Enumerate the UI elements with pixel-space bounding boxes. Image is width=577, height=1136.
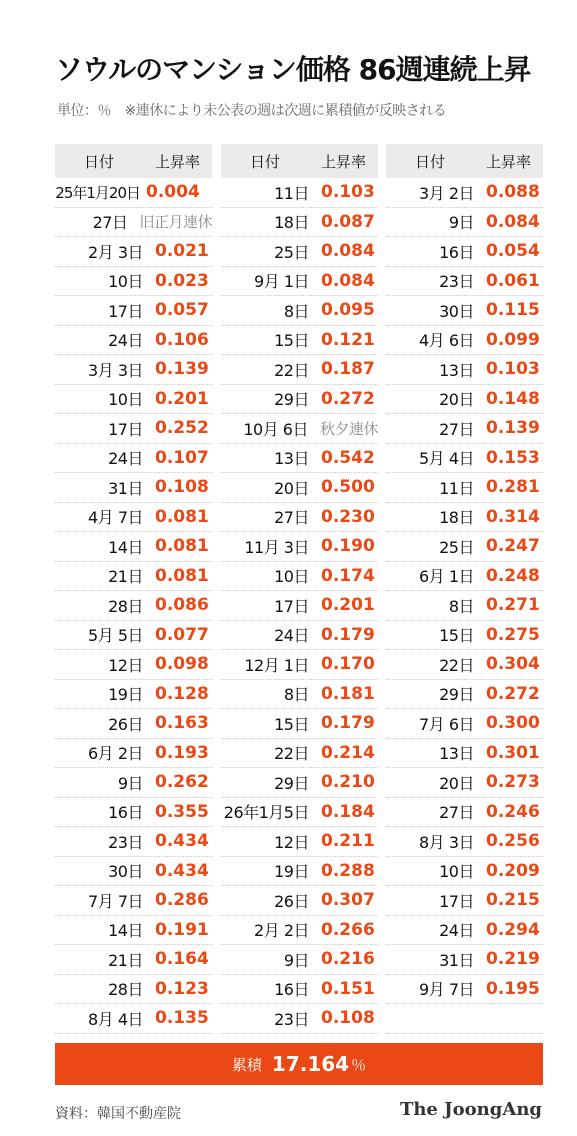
row-date: 4月 7日 xyxy=(88,508,143,528)
row-rate: 0.081 xyxy=(155,565,209,586)
row-rate: 0.061 xyxy=(486,270,540,291)
table-row xyxy=(55,857,212,887)
table-header xyxy=(221,144,378,178)
row-rate: 0.262 xyxy=(155,772,209,793)
row-date: 19日 xyxy=(108,685,143,705)
row-date: 12日 xyxy=(108,655,143,675)
unit-note: 単位：％ ※連休により未公表の週は次週に累積値が反映される xyxy=(57,103,447,119)
row-holiday-note: 秋夕連休 xyxy=(319,419,378,438)
row-date: 9日 xyxy=(283,950,309,970)
row-rate: 0.088 xyxy=(486,182,540,203)
row-rate: 0.121 xyxy=(321,329,375,350)
row-date: 11日 xyxy=(439,478,474,498)
header-rate: 上昇率 xyxy=(155,152,201,171)
row-rate: 0.248 xyxy=(486,565,540,586)
table-row xyxy=(221,739,378,769)
row-date: 4月 6日 xyxy=(419,331,474,351)
row-rate: 0.103 xyxy=(321,182,375,203)
table-row xyxy=(386,562,543,592)
table-row xyxy=(221,444,378,474)
row-rate: 0.170 xyxy=(321,654,375,675)
row-rate: 0.273 xyxy=(486,772,540,793)
table-row xyxy=(55,621,212,651)
row-rate: 0.281 xyxy=(486,477,540,498)
table-row xyxy=(55,237,212,267)
table-row xyxy=(386,385,543,415)
row-date: 11日 xyxy=(274,183,309,203)
row-date: 20日 xyxy=(439,773,474,793)
header-date: 日付 xyxy=(249,152,280,171)
row-date: 21日 xyxy=(108,950,143,970)
rate-table-2 xyxy=(221,144,378,1034)
row-rate: 0.164 xyxy=(155,949,209,970)
row-rate: 0.077 xyxy=(155,624,209,645)
row-date: 8月 3日 xyxy=(419,832,474,852)
row-date: 25日 xyxy=(439,537,474,557)
table-row xyxy=(386,237,543,267)
table-row xyxy=(55,178,212,208)
row-date: 9日 xyxy=(117,773,143,793)
table-row xyxy=(221,886,378,916)
table-row xyxy=(386,591,543,621)
row-date: 22日 xyxy=(274,360,309,380)
table-row xyxy=(55,975,212,1005)
row-date: 22日 xyxy=(274,744,309,764)
row-date: 30日 xyxy=(108,862,143,882)
row-rate: 0.307 xyxy=(321,890,375,911)
table-row xyxy=(386,975,543,1005)
row-rate: 0.230 xyxy=(321,506,375,527)
row-rate: 0.151 xyxy=(321,978,375,999)
table-row xyxy=(221,768,378,798)
row-rate: 0.266 xyxy=(321,919,375,940)
table-row xyxy=(386,886,543,916)
table-row xyxy=(386,532,543,562)
row-rate: 0.272 xyxy=(321,388,375,409)
row-rate: 0.314 xyxy=(486,506,540,527)
table-row xyxy=(386,326,543,356)
table-row xyxy=(386,916,543,946)
row-date: 28日 xyxy=(108,980,143,1000)
row-date: 6月 2日 xyxy=(88,744,143,764)
table-row xyxy=(55,945,212,975)
row-date: 10日 xyxy=(274,567,309,587)
header-date: 日付 xyxy=(83,152,114,171)
header-rate: 上昇率 xyxy=(486,152,532,171)
row-rate: 0.163 xyxy=(155,713,209,734)
row-date: 3月 3日 xyxy=(88,360,143,380)
row-date: 30日 xyxy=(439,301,474,321)
row-date: 29日 xyxy=(274,390,309,410)
row-rate: 0.301 xyxy=(486,742,540,763)
row-date: 3月 2日 xyxy=(419,183,474,203)
row-date: 13日 xyxy=(439,360,474,380)
table-row xyxy=(221,503,378,533)
row-date: 24日 xyxy=(108,331,143,351)
row-rate: 0.107 xyxy=(155,447,209,468)
row-rate: 0.434 xyxy=(155,860,209,881)
row-rate: 0.135 xyxy=(155,1008,209,1029)
row-rate: 0.286 xyxy=(155,890,209,911)
row-date: 14日 xyxy=(108,921,143,941)
table-row xyxy=(221,945,378,975)
row-date: 7月 6日 xyxy=(419,714,474,734)
row-date: 5月 4日 xyxy=(419,449,474,469)
row-rate: 0.023 xyxy=(155,270,209,291)
table-row xyxy=(221,857,378,887)
row-date: 17日 xyxy=(274,596,309,616)
row-date: 12日 xyxy=(274,832,309,852)
table-row xyxy=(221,709,378,739)
table-row xyxy=(55,768,212,798)
row-date: 9日 xyxy=(448,213,474,233)
row-date: 25日 xyxy=(274,242,309,262)
row-rate: 0.201 xyxy=(155,388,209,409)
table-row xyxy=(221,1004,378,1034)
table-row xyxy=(386,709,543,739)
table-row xyxy=(221,326,378,356)
row-rate: 0.184 xyxy=(321,801,375,822)
row-date: 19日 xyxy=(274,862,309,882)
table-row xyxy=(221,916,378,946)
row-date: 17日 xyxy=(108,419,143,439)
table-row xyxy=(55,739,212,769)
row-rate: 0.542 xyxy=(321,447,375,468)
row-rate: 0.191 xyxy=(155,919,209,940)
row-rate: 0.115 xyxy=(486,300,540,321)
table-row xyxy=(55,532,212,562)
table-row xyxy=(221,680,378,710)
table-row xyxy=(55,355,212,385)
table-row xyxy=(221,237,378,267)
row-rate: 0.434 xyxy=(155,831,209,852)
row-date: 15日 xyxy=(274,331,309,351)
row-date: 9月 1日 xyxy=(254,272,309,292)
row-rate: 0.103 xyxy=(486,359,540,380)
row-rate: 0.219 xyxy=(486,949,540,970)
table-row xyxy=(221,532,378,562)
table-row xyxy=(55,267,212,297)
row-date: 14日 xyxy=(108,537,143,557)
row-date: 20日 xyxy=(274,478,309,498)
table-row xyxy=(221,975,378,1005)
row-rate: 0.214 xyxy=(321,742,375,763)
row-date: 10日 xyxy=(108,390,143,410)
total-label: 累積 xyxy=(231,1055,262,1074)
row-rate: 0.252 xyxy=(155,418,209,439)
row-rate: 0.128 xyxy=(155,683,209,704)
row-date: 16日 xyxy=(274,980,309,1000)
row-date: 2月 2日 xyxy=(254,921,309,941)
row-date: 5月 5日 xyxy=(88,626,143,646)
table-row xyxy=(55,208,212,238)
row-date: 18日 xyxy=(274,213,309,233)
table-row xyxy=(221,650,378,680)
table-row xyxy=(55,680,212,710)
table-row xyxy=(221,296,378,326)
row-rate: 0.215 xyxy=(486,890,540,911)
row-rate: 0.054 xyxy=(486,241,540,262)
row-date: 22日 xyxy=(439,655,474,675)
table-row xyxy=(386,650,543,680)
row-date: 17日 xyxy=(439,891,474,911)
row-date: 23日 xyxy=(274,1009,309,1029)
row-rate: 0.081 xyxy=(155,506,209,527)
row-date: 23日 xyxy=(439,272,474,292)
table-row xyxy=(55,385,212,415)
table-row xyxy=(55,473,212,503)
table-row xyxy=(386,444,543,474)
row-date: 26年1月5日 xyxy=(223,803,309,823)
table-row xyxy=(386,178,543,208)
row-holiday-note: 旧正月連休 xyxy=(139,213,212,232)
table-row xyxy=(221,355,378,385)
row-date: 27日 xyxy=(439,803,474,823)
table-row xyxy=(386,857,543,887)
row-date: 13日 xyxy=(439,744,474,764)
total-unit: ％ xyxy=(351,1055,367,1074)
table-row xyxy=(386,945,543,975)
table-row xyxy=(55,798,212,828)
row-rate: 0.086 xyxy=(155,595,209,616)
table-row-empty xyxy=(386,1004,543,1034)
row-date: 24日 xyxy=(274,626,309,646)
table-row xyxy=(221,798,378,828)
row-rate: 0.153 xyxy=(486,447,540,468)
row-rate: 0.181 xyxy=(321,683,375,704)
table-row xyxy=(386,827,543,857)
row-rate: 0.099 xyxy=(486,329,540,350)
table-row xyxy=(55,444,212,474)
row-rate: 0.081 xyxy=(155,536,209,557)
source-note: 資料：韓国不動産院 xyxy=(55,1106,181,1122)
row-date: 27日 xyxy=(439,419,474,439)
row-rate: 0.247 xyxy=(486,536,540,557)
row-date: 20日 xyxy=(439,390,474,410)
row-date: 10月 6日 xyxy=(243,419,308,439)
row-date: 8月 4日 xyxy=(88,1009,143,1029)
row-rate: 0.216 xyxy=(321,949,375,970)
table-row xyxy=(55,886,212,916)
row-rate: 0.193 xyxy=(155,742,209,763)
table-row xyxy=(55,709,212,739)
row-rate: 0.210 xyxy=(321,772,375,793)
table-row xyxy=(386,798,543,828)
row-date: 15日 xyxy=(274,714,309,734)
row-date: 18日 xyxy=(439,508,474,528)
row-rate: 0.139 xyxy=(155,359,209,380)
row-rate: 0.179 xyxy=(321,713,375,734)
row-date: 11月 3日 xyxy=(244,537,309,557)
page-title: ソウルのマンション価格 86週連続上昇 xyxy=(55,53,531,86)
row-rate: 0.108 xyxy=(321,1008,375,1029)
row-date: 16日 xyxy=(439,242,474,262)
row-rate: 0.211 xyxy=(321,831,375,852)
row-rate: 0.195 xyxy=(486,978,540,999)
row-date: 15日 xyxy=(439,626,474,646)
table-row xyxy=(221,208,378,238)
row-date: 8日 xyxy=(448,596,474,616)
row-rate: 0.084 xyxy=(321,270,375,291)
row-rate: 0.187 xyxy=(321,359,375,380)
brand-logo: The JoongAng xyxy=(399,1099,542,1120)
row-date: 23日 xyxy=(108,832,143,852)
table-row xyxy=(55,1004,212,1034)
row-rate: 0.209 xyxy=(486,860,540,881)
row-date: 27日 xyxy=(92,213,128,233)
row-date: 26日 xyxy=(108,714,143,734)
row-rate: 0.057 xyxy=(155,300,209,321)
table-header xyxy=(55,144,212,178)
table-row xyxy=(55,414,212,444)
table-row xyxy=(221,473,378,503)
table-row xyxy=(221,178,378,208)
row-date: 25年1月20日 xyxy=(55,183,140,202)
row-date: 6月 1日 xyxy=(419,567,474,587)
table-row xyxy=(386,267,543,297)
table-row xyxy=(55,650,212,680)
table-row xyxy=(55,591,212,621)
row-rate: 0.106 xyxy=(155,329,209,350)
row-rate: 0.500 xyxy=(321,477,375,498)
row-date: 21日 xyxy=(108,567,143,587)
table-row xyxy=(221,267,378,297)
row-rate: 0.272 xyxy=(486,683,540,704)
row-rate: 0.004 xyxy=(146,182,200,203)
table-row xyxy=(55,326,212,356)
table-row xyxy=(221,562,378,592)
row-rate: 0.355 xyxy=(155,801,209,822)
row-date: 29日 xyxy=(274,773,309,793)
table-row xyxy=(386,473,543,503)
row-rate: 0.148 xyxy=(486,388,540,409)
row-rate: 0.095 xyxy=(321,300,375,321)
row-rate: 0.288 xyxy=(321,860,375,881)
row-rate: 0.256 xyxy=(486,831,540,852)
row-date: 17日 xyxy=(108,301,143,321)
table-row xyxy=(386,680,543,710)
cumulative-total-bar xyxy=(55,1043,543,1085)
table-row xyxy=(386,768,543,798)
row-rate: 0.275 xyxy=(486,624,540,645)
table-row xyxy=(386,208,543,238)
total-value: 17.164 xyxy=(271,1052,350,1076)
row-date: 28日 xyxy=(108,596,143,616)
row-date: 27日 xyxy=(274,508,309,528)
row-date: 7月 7日 xyxy=(88,891,143,911)
row-date: 31日 xyxy=(108,478,143,498)
rate-table-3 xyxy=(386,144,543,1034)
row-date: 31日 xyxy=(439,950,474,970)
row-date: 13日 xyxy=(274,449,309,469)
row-date: 10日 xyxy=(108,272,143,292)
header-date: 日付 xyxy=(414,152,445,171)
row-rate: 0.108 xyxy=(155,477,209,498)
row-rate: 0.123 xyxy=(155,978,209,999)
table-row xyxy=(386,503,543,533)
table-row xyxy=(386,739,543,769)
row-date: 10日 xyxy=(439,862,474,882)
table-row xyxy=(221,621,378,651)
table-row xyxy=(386,355,543,385)
row-rate: 0.246 xyxy=(486,801,540,822)
header-rate: 上昇率 xyxy=(321,152,367,171)
row-date: 26日 xyxy=(274,891,309,911)
table-row xyxy=(221,414,378,444)
table-row xyxy=(221,591,378,621)
row-rate: 0.271 xyxy=(486,595,540,616)
rate-table-1 xyxy=(55,144,212,1034)
row-date: 8日 xyxy=(283,301,309,321)
row-rate: 0.139 xyxy=(486,418,540,439)
table-row xyxy=(55,296,212,326)
table-row xyxy=(55,562,212,592)
row-date: 8日 xyxy=(283,685,309,705)
table-row xyxy=(221,827,378,857)
row-rate: 0.300 xyxy=(486,713,540,734)
table-row xyxy=(55,827,212,857)
row-date: 24日 xyxy=(439,921,474,941)
table-row xyxy=(386,296,543,326)
row-rate: 0.174 xyxy=(321,565,375,586)
table-row xyxy=(221,385,378,415)
table-header xyxy=(386,144,543,178)
row-date: 24日 xyxy=(108,449,143,469)
table-row xyxy=(55,503,212,533)
row-date: 9月 7日 xyxy=(419,980,474,1000)
row-rate: 0.190 xyxy=(321,536,375,557)
table-row xyxy=(55,916,212,946)
row-date: 12月 1日 xyxy=(244,655,309,675)
row-rate: 0.201 xyxy=(321,595,375,616)
table-row xyxy=(386,621,543,651)
row-rate: 0.179 xyxy=(321,624,375,645)
row-rate: 0.098 xyxy=(155,654,209,675)
row-date: 29日 xyxy=(439,685,474,705)
row-date: 2月 3日 xyxy=(88,242,143,262)
row-rate: 0.021 xyxy=(155,241,209,262)
row-rate: 0.087 xyxy=(321,211,375,232)
table-row xyxy=(386,414,543,444)
row-rate: 0.304 xyxy=(486,654,540,675)
row-rate: 0.084 xyxy=(321,241,375,262)
row-date: 16日 xyxy=(108,803,143,823)
row-rate: 0.294 xyxy=(486,919,540,940)
row-rate: 0.084 xyxy=(486,211,540,232)
